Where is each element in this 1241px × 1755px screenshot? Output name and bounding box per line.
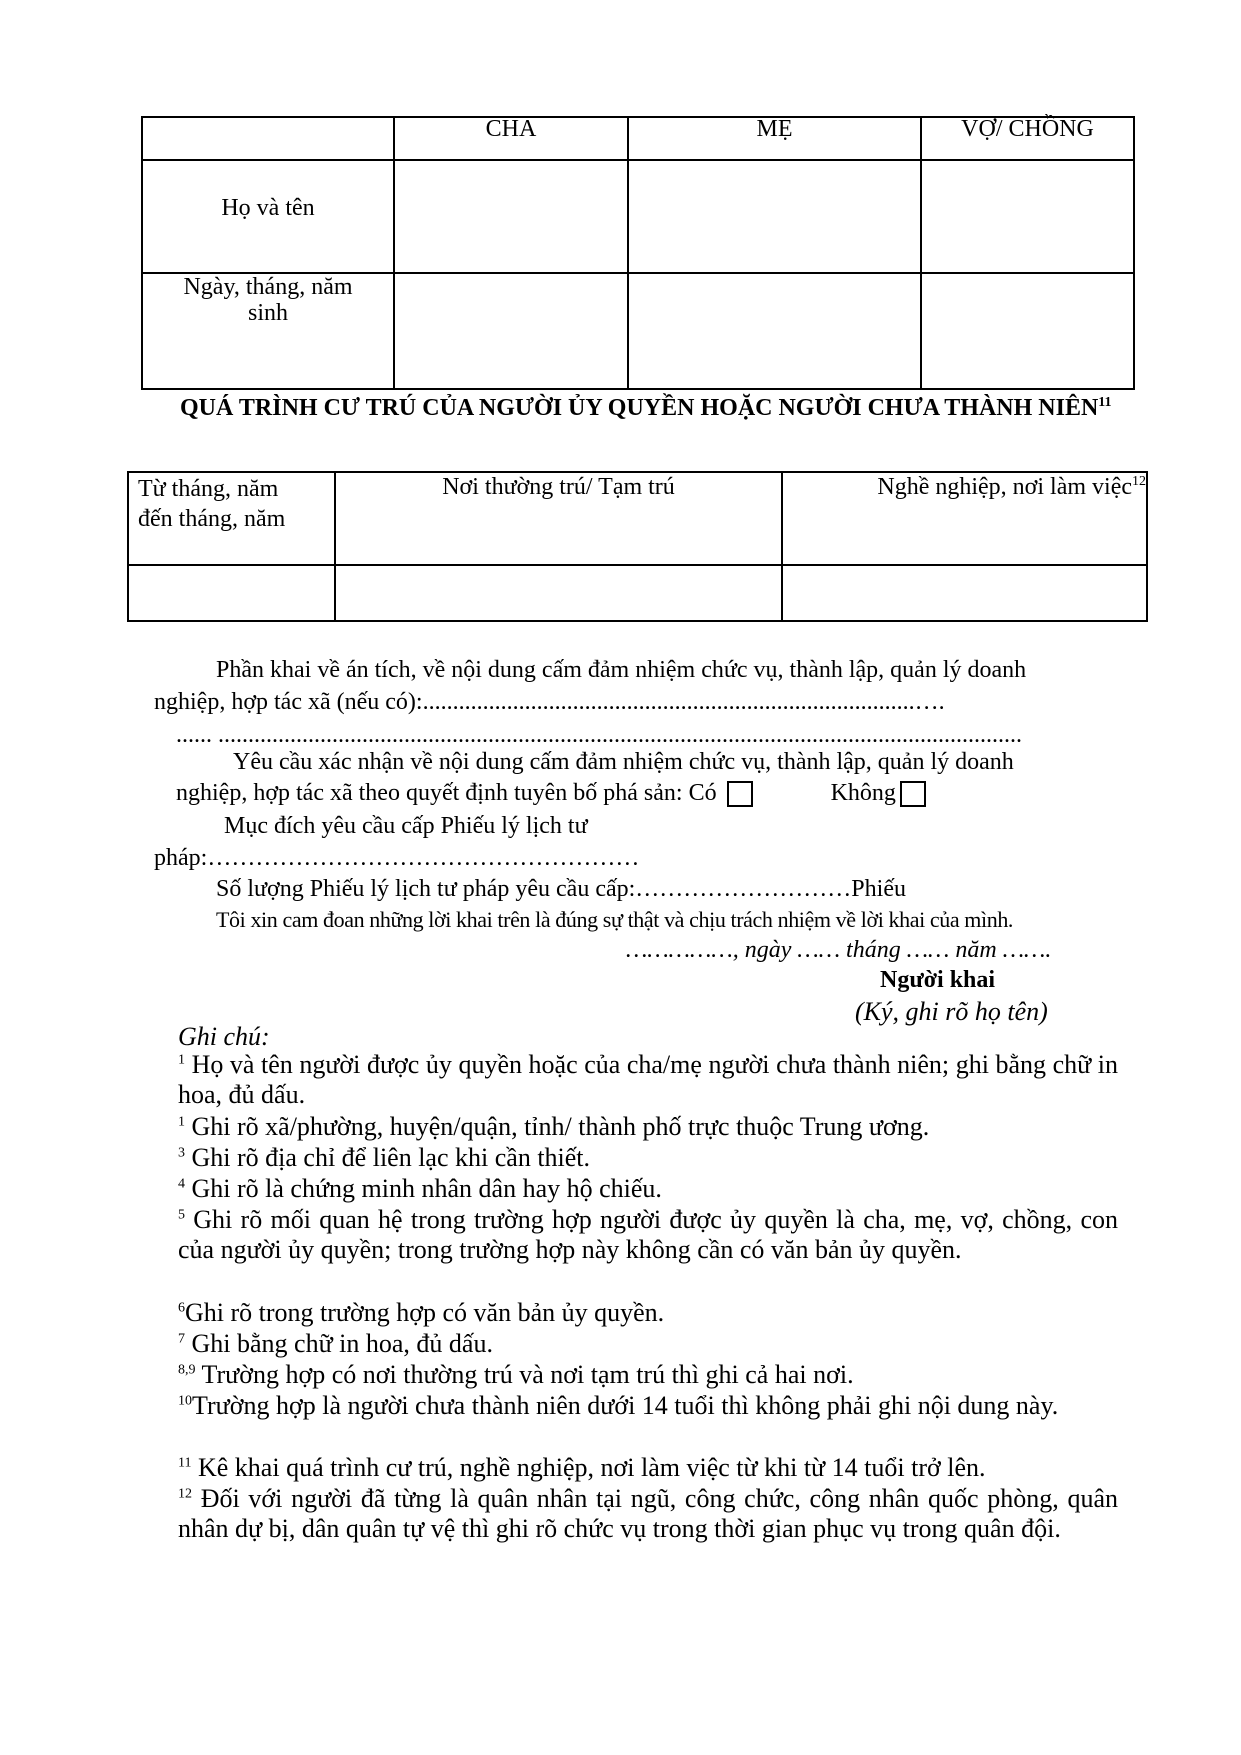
header-mother: MẸ: [756, 116, 793, 142]
note-number: 3: [178, 1145, 185, 1161]
header-residence: Nơi thường trú/ Tạm trú: [442, 474, 675, 500]
note-item: [178, 1205, 1118, 1265]
note-item: [178, 1484, 1118, 1544]
note-number: 1: [178, 1114, 185, 1130]
purpose-line-1: Mục đích yêu cầu cấp Phiếu lý lịch tư: [224, 813, 588, 839]
occupation-header-text: Nghề nghiệp, nơi làm việc: [877, 474, 1132, 500]
note-text: Trường hợp là người chưa thành niên dưới 14 tuổi thì không phải ghi nội dung này.: [192, 1391, 1059, 1420]
note-item: [178, 1391, 1118, 1421]
note-number: 1: [178, 1052, 185, 1068]
note-text: Ghi rõ mối quan hệ trong trường hợp người được ủy quyền là cha, mẹ, vợ, chồng, con của người ủy quyền; trong trường hợp này không cần có văn bản ủy quyền.: [178, 1205, 1118, 1264]
yes-checkbox[interactable]: [727, 781, 753, 807]
note-text: Đối với người đã từng là quân nhân tại ngũ, công chức, công nhân quốc phòng, quân nhân dự bị, dân quân tự vệ thì ghi rõ chức vụ trong thời gian phục vụ trong quân đội.: [178, 1484, 1118, 1543]
criminal-record-line-2: nghiệp, hợp tác xã (nếu có):..................................................................................….: [154, 689, 945, 715]
header-occupation: [783, 474, 1146, 500]
residence-title-text: QUÁ TRÌNH CƯ TRÚ CỦA NGƯỜI ỦY QUYỀN HOẶC NGƯỜI CHƯA THÀNH NIÊN: [180, 395, 1099, 421]
confirmation-text: nghiệp, hợp tác xã theo quyết định tuyên bố phá sản: Có: [176, 780, 717, 806]
note-text: Ghi rõ địa chỉ để liên lạc khi cần thiết.: [191, 1143, 591, 1172]
note-item: [178, 1143, 1118, 1173]
note-number: 4: [178, 1176, 185, 1192]
footnote-ref-11: 11: [1098, 395, 1112, 410]
note-item: [178, 1360, 1118, 1390]
note-number: 11: [178, 1455, 192, 1471]
note-number: 10: [178, 1393, 192, 1409]
signature-title: Người khai: [880, 967, 996, 993]
note-item: [178, 1298, 1118, 1328]
note-text: Ghi rõ là chứng minh nhân dân hay hộ chiếu.: [191, 1174, 662, 1203]
note-item: [178, 1174, 1118, 1204]
header-spouse: VỢ/ CHỒNG: [961, 116, 1094, 142]
notes-heading: Ghi chú:: [178, 1022, 270, 1051]
note-number: 8,9: [178, 1362, 196, 1378]
criminal-record-line-3: ...... ......................................................................................................................................: [176, 722, 1022, 748]
date-line: ……………, ngày …… tháng …… năm …….: [626, 937, 1052, 963]
note-number: 12: [178, 1486, 192, 1502]
footnote-ref-12: 12: [1132, 474, 1146, 489]
quantity-line: Số lượng Phiếu lý lịch tư pháp yêu cầu cấp:………………………Phiếu: [216, 876, 906, 902]
note-item: [178, 1112, 1118, 1142]
note-item: [178, 1329, 1118, 1359]
no-label: Không: [830, 780, 896, 806]
row-label-date-of-birth: Ngày, tháng, năm sinh: [183, 274, 353, 326]
confirmation-line-1: Yêu cầu xác nhận về nội dung cấm đảm nhiệm chức vụ, thành lập, quản lý doanh: [233, 749, 1014, 775]
note-number: 6: [178, 1300, 185, 1316]
note-text: Ghi bằng chữ in hoa, đủ dấu.: [191, 1329, 493, 1358]
note-text: Ghi rõ xã/phường, huyện/quận, tỉnh/ thành phố trực thuộc Trung ương.: [191, 1112, 930, 1141]
note-number: 5: [178, 1207, 185, 1223]
criminal-record-line-1: Phần khai về án tích, về nội dung cấm đảm nhiệm chức vụ, thành lập, quản lý doanh: [216, 657, 1027, 683]
signature-note: (Ký, ghi rõ họ tên): [855, 997, 1048, 1026]
confirmation-line-2: [176, 779, 926, 807]
note-text: Họ và tên người được ủy quyền hoặc của cha/mẹ người chưa thành niên; ghi bằng chữ in hoa, đủ dấu.: [178, 1050, 1118, 1109]
declaration-line: Tôi xin cam đoan những lời khai trên là đúng sự thật và chịu trách nhiệm về lời khai của mình.: [216, 907, 1014, 932]
note-text: Trường hợp có nơi thường trú và nơi tạm trú thì ghi cả hai nơi.: [201, 1360, 854, 1389]
header-father: CHA: [485, 116, 537, 142]
purpose-line-2: pháp:………………………………………………: [154, 845, 640, 871]
row-label-full-name: Họ và tên: [221, 195, 315, 221]
note-text: Ghi rõ trong trường hợp có văn bản ủy quyền.: [185, 1298, 665, 1327]
note-item: [178, 1453, 1118, 1483]
header-period: Từ tháng, năm đến tháng, năm: [138, 476, 286, 532]
note-number: 7: [178, 1331, 185, 1347]
note-text: Kê khai quá trình cư trú, nghề nghiệp, nơi làm việc từ khi từ 14 tuổi trở lên.: [197, 1453, 986, 1482]
residence-section-title: [180, 390, 1120, 426]
note-item: [178, 1050, 1118, 1110]
no-checkbox[interactable]: [900, 781, 926, 807]
